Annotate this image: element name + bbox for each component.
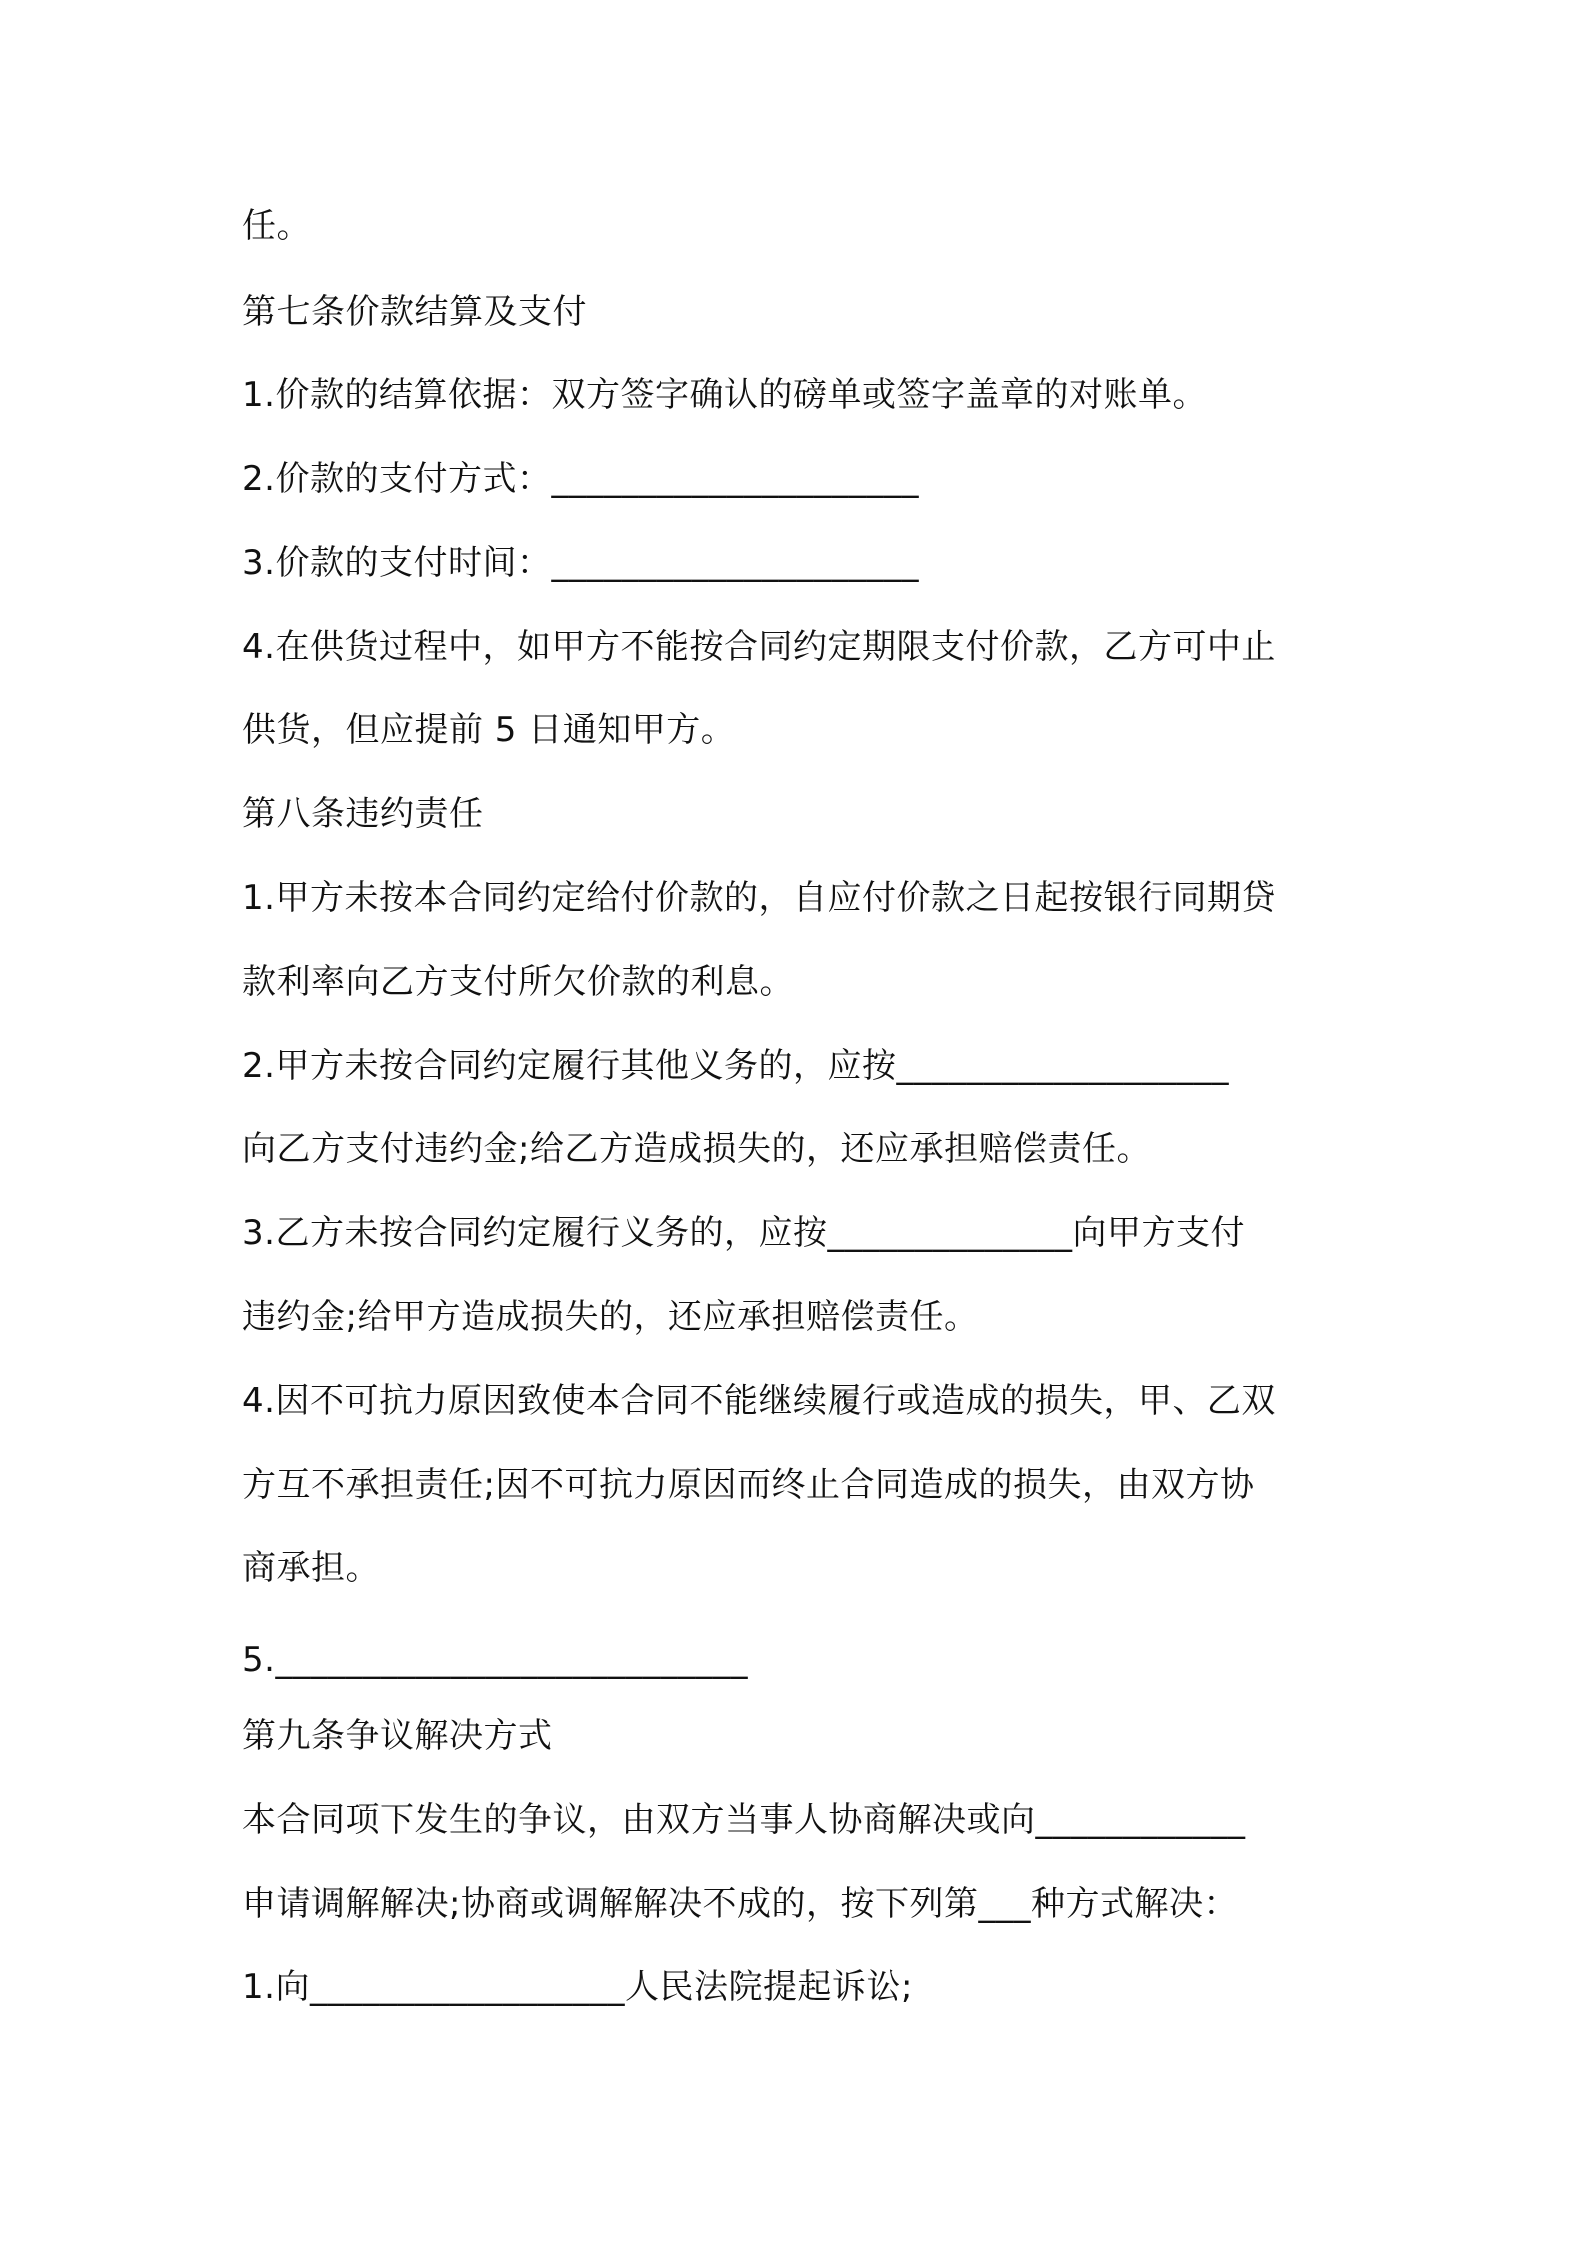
text-line: 向乙方支付违约金;给乙方造成损失的，还应承担赔偿责任。 bbox=[242, 1129, 1151, 1169]
section-heading-article-9: 第九条争议解决方式 bbox=[242, 1716, 553, 1756]
text-line: 方互不承担责任;因不可抗力原因而终止合同造成的损失，由双方协 bbox=[242, 1465, 1255, 1505]
text-line: 1.价款的结算依据：双方签字确认的磅单或签字盖章的对账单。 bbox=[242, 375, 1207, 415]
text-line: 任。 bbox=[242, 206, 311, 246]
text-line: 1.向__________________人民法院提起诉讼; bbox=[242, 1967, 913, 2007]
text-line: 4.在供货过程中，如甲方不能按合同约定期限支付价款，乙方可中止 bbox=[242, 627, 1276, 667]
section-heading-article-7: 第七条价款结算及支付 bbox=[242, 292, 587, 332]
text-line: 4.因不可抗力原因致使本合同不能继续履行或造成的损失，甲、乙双 bbox=[242, 1381, 1276, 1421]
text-line: 供货，但应提前 5 日通知甲方。 bbox=[242, 710, 736, 750]
text-line: 申请调解解决;协商或调解解决不成的，按下列第___种方式解决： bbox=[242, 1884, 1238, 1924]
text-line: 款利率向乙方支付所欠价款的利息。 bbox=[242, 962, 794, 1002]
text-line-payment-method: 2.价款的支付方式：_____________________ bbox=[242, 459, 919, 499]
text-line: 本合同项下发生的争议，由双方当事人协商解决或向____________ bbox=[242, 1800, 1246, 1840]
text-line: 3.乙方未按合同约定履行义务的，应按______________向甲方支付 bbox=[242, 1213, 1245, 1253]
text-line: 违约金;给甲方造成损失的，还应承担赔偿责任。 bbox=[242, 1297, 979, 1337]
text-line: 商承担。 bbox=[242, 1548, 380, 1588]
text-line: 5.___________________________ bbox=[242, 1640, 748, 1680]
text-line: 2.甲方未按合同约定履行其他义务的，应按___________________ bbox=[242, 1046, 1229, 1086]
section-heading-article-8: 第八条违约责任 bbox=[242, 794, 484, 834]
text-line-payment-time: 3.价款的支付时间：_____________________ bbox=[242, 543, 919, 583]
text-line: 1.甲方未按本合同约定给付价款的，自应付价款之日起按银行同期贷 bbox=[242, 878, 1276, 918]
